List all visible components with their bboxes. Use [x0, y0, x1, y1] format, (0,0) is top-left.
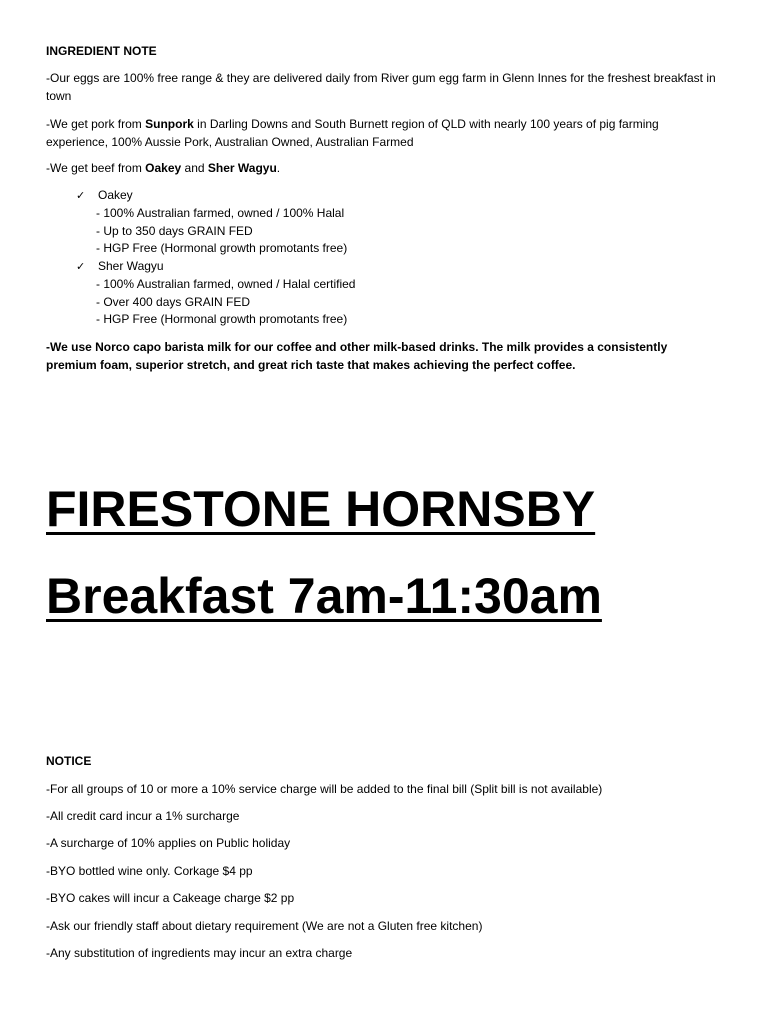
- ingredient-note-heading: INGREDIENT NOTE: [46, 44, 157, 58]
- beef-brand-sher-wagyu: Sher Wagyu: [207, 161, 277, 175]
- supplier-name: Oakey: [98, 188, 133, 202]
- eggs-note: -Our eggs are 100% free range & they are delivered daily from River gum egg farm in Glenn Innes for the freshest breakfast in town: [46, 71, 716, 103]
- beef-note-prefix: -We get beef from: [46, 161, 146, 175]
- supplier-name: Sher Wagyu: [98, 259, 164, 273]
- beef-note-suffix: .: [276, 161, 281, 175]
- notice-item: -A surcharge of 10% applies on Public holiday: [46, 836, 291, 850]
- pork-brand: Sunpork: [145, 117, 194, 131]
- page-title: FIRESTONE HORNSBY: [46, 481, 596, 537]
- milk-note: -We use Norco capo barista milk for our coffee and other milk-based drinks. The milk provides a consistently premium foam, superior stretch, and great rich taste that makes achieving the perfect coffee.: [46, 340, 668, 372]
- beef-note: [46, 160, 280, 176]
- beef-note-and: and: [181, 161, 208, 175]
- pork-note: [46, 116, 716, 151]
- supplier-item-sher-wagyu: [76, 258, 164, 276]
- supplier-point: - Up to 350 days GRAIN FED: [96, 223, 253, 238]
- beef-brand-oakey: Oakey: [145, 161, 182, 175]
- notice-item: -All credit card incur a 1% surcharge: [46, 809, 240, 823]
- supplier-points-oakey: [96, 205, 347, 258]
- pork-note-prefix: -We get pork from: [46, 117, 146, 131]
- supplier-point: - 100% Australian farmed, owned / 100% Halal: [96, 206, 345, 220]
- notice-item: -Ask our friendly staff about dietary requirement (We are not a Gluten free kitchen): [46, 919, 483, 933]
- check-icon: ✓: [76, 260, 86, 273]
- check-icon: ✓: [76, 189, 86, 202]
- pork-note-suffix: in Darling Downs and South Burnett region of QLD with nearly 100 years of pig farming experience, 100% Aussie Pork, Australian Owned, Australian Farmed: [46, 117, 659, 149]
- supplier-point: - Over 400 days GRAIN FED: [96, 294, 251, 309]
- supplier-point: - HGP Free (Hormonal growth promotants free): [96, 312, 348, 326]
- notice-item: -For all groups of 10 or more a 10% service charge will be added to the final bill (Split bill is not available): [46, 782, 603, 796]
- supplier-item-oakey: [76, 187, 133, 205]
- notice-heading: NOTICE: [46, 754, 92, 768]
- notice-item: -BYO cakes will incur a Cakeage charge $2 pp: [46, 891, 295, 905]
- supplier-point: - HGP Free (Hormonal growth promotants free): [96, 241, 348, 255]
- supplier-point: - 100% Australian farmed, owned / Halal certified: [96, 277, 356, 291]
- notice-item: -Any substitution of ingredients may incur an extra charge: [46, 946, 353, 960]
- notice-item: -BYO bottled wine only. Corkage $4 pp: [46, 864, 253, 878]
- supplier-points-sher-wagyu: [96, 276, 355, 329]
- page-subtitle-hours: Breakfast 7am-11:30am: [46, 568, 602, 624]
